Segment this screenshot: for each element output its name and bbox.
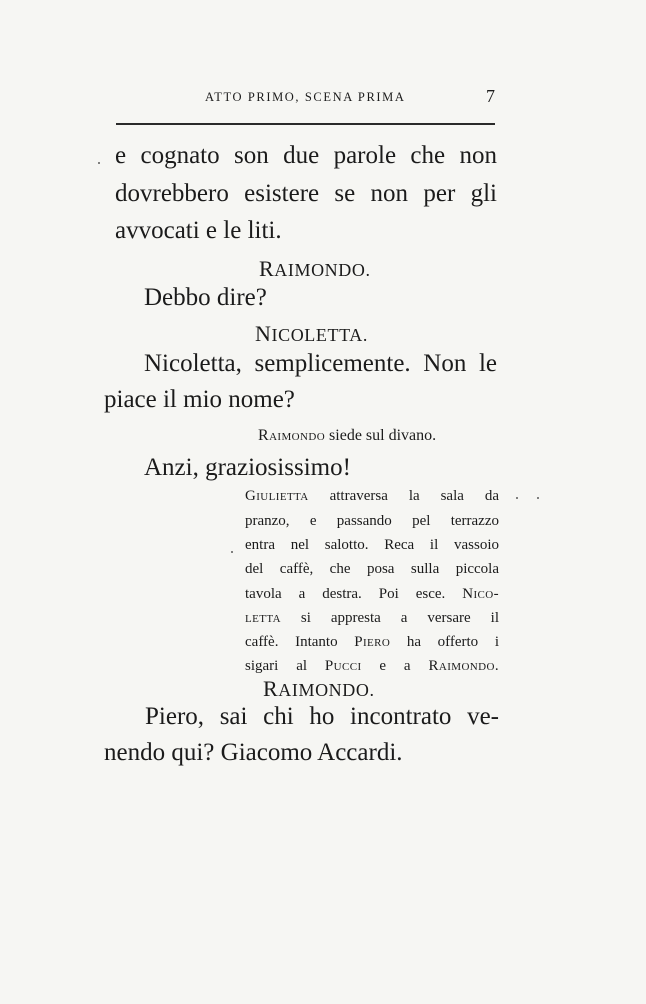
text-line: dovrebbero esistere se non per gli (115, 180, 497, 207)
stage-direction-line: letta si appresta a versare il (245, 610, 499, 626)
speaker-initial: R (263, 676, 279, 701)
text-line: Piero, sai chi ho incontrato ve- (145, 703, 499, 730)
character-name: Giulietta (245, 488, 309, 504)
paper-speck (231, 551, 233, 553)
paper-speck (516, 497, 518, 499)
text-line: nendo qui? Giacomo Accardi. (104, 739, 403, 766)
header-rule (116, 123, 495, 125)
speaker-rest: AIMONDO. (278, 680, 375, 700)
stage-direction-line: pranzo, e passando pel terrazzo (245, 513, 499, 529)
paper-speck (537, 497, 539, 499)
stage-direction-line: del caffè, che posa sulla piccola (245, 561, 499, 577)
text-line: e cognato son due parole che non (115, 142, 497, 169)
stage-direction-line: Giulietta attraversa la sala da (245, 488, 499, 504)
speaker-initial: N (255, 321, 272, 346)
speaker-name (259, 256, 371, 282)
speaker-rest: ICOLETTA. (271, 325, 368, 345)
text-line: avvocati e le liti. (115, 217, 282, 244)
stage-direction-line: entra nel salotto. Reca il vassoio (245, 537, 499, 553)
speaker-rest: AIMONDO. (274, 260, 371, 280)
text-line: Debbo dire? (144, 284, 267, 311)
paper-speck (98, 162, 100, 164)
running-title: ATTO PRIMO, SCENA PRIMA (205, 90, 406, 104)
stage-direction-line: tavola a destra. Poi esce. Nico- (245, 586, 499, 602)
character-name: Raimondo (258, 427, 326, 444)
character-name: Piero (354, 634, 391, 650)
speaker-initial: R (259, 256, 275, 281)
character-name: Nico- (462, 586, 499, 602)
speaker-name (263, 676, 375, 702)
character-name: Pucci (324, 658, 362, 674)
character-name: letta (245, 610, 281, 626)
character-name: Raimondo. (428, 658, 499, 674)
stage-direction: Raimondo siede sul divano. (258, 427, 437, 444)
stage-direction-line: sigari al Pucci e a Raimondo. (245, 658, 499, 674)
text-line: piace il mio nome? (104, 386, 295, 413)
speaker-name (255, 321, 368, 347)
text-line: Nicoletta, semplicemente. Non le (144, 350, 497, 377)
stage-direction-line: caffè. Intanto Piero ha offerto i (245, 634, 499, 650)
text-line: Anzi, graziosissimo! (144, 454, 351, 481)
page-number: 7 (486, 86, 495, 106)
